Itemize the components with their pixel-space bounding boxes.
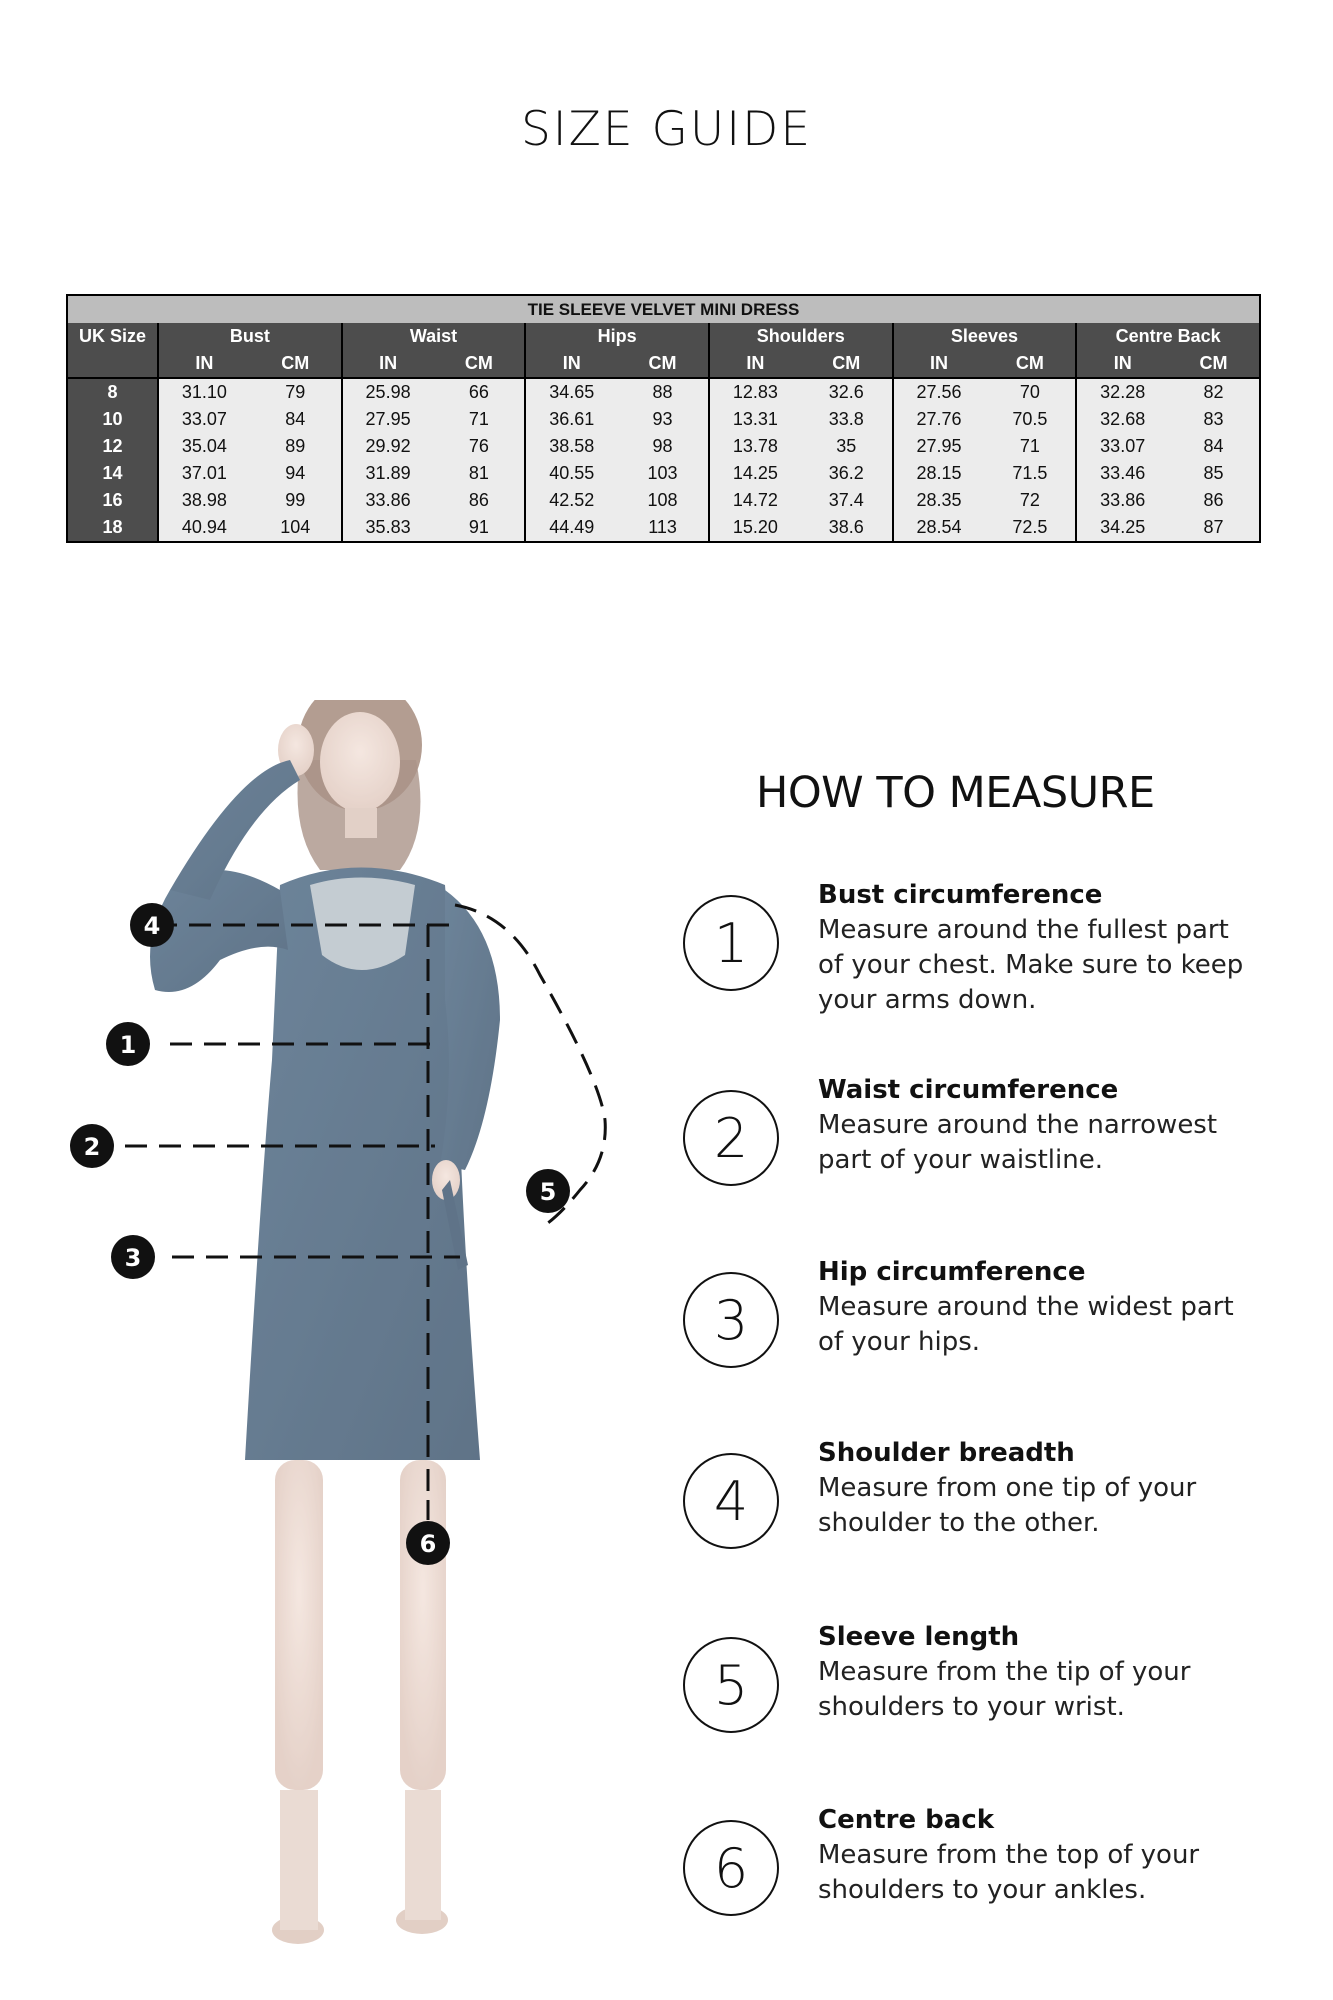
- unit-header: IN: [158, 350, 250, 378]
- unit-header: IN: [525, 350, 617, 378]
- measurement-cell: 33.46: [1076, 460, 1168, 487]
- measurement-cell: 32.68: [1076, 406, 1168, 433]
- unit-header: IN: [709, 350, 801, 378]
- size-table: [66, 294, 1261, 543]
- measurement-cell: 28.35: [893, 487, 985, 514]
- unit-header: IN: [342, 350, 434, 378]
- measurement-cell: 86: [433, 487, 525, 514]
- step-title: Sleeve length: [818, 1622, 1020, 1652]
- unit-header: CM: [801, 350, 893, 378]
- measurement-cell: 36.61: [525, 406, 617, 433]
- measurement-cell: 66: [433, 378, 525, 406]
- measurement-cell: 82: [1168, 378, 1260, 406]
- size-cell: 14: [67, 460, 158, 487]
- unit-header: CM: [250, 350, 342, 378]
- measurement-cell: 33.86: [1076, 487, 1168, 514]
- measurement-cell: 40.55: [525, 460, 617, 487]
- measurement-cell: 28.15: [893, 460, 985, 487]
- unit-header: CM: [433, 350, 525, 378]
- measurement-cell: 91: [433, 514, 525, 542]
- measurement-cell: 13.78: [709, 433, 801, 460]
- measurement-cell: 85: [1168, 460, 1260, 487]
- marker-4: [130, 903, 174, 947]
- step-number-circle: 6: [683, 1820, 779, 1916]
- measurement-cell: 28.54: [893, 514, 985, 542]
- measurement-cell: 37.4: [801, 487, 893, 514]
- measurement-cell: 71: [984, 433, 1076, 460]
- measurement-cell: 27.95: [342, 406, 434, 433]
- size-cell: 8: [67, 378, 158, 406]
- marker-1: [106, 1022, 150, 1066]
- measurement-cell: 72: [984, 487, 1076, 514]
- measurement-cell: 15.20: [709, 514, 801, 542]
- measure-step-centre-back: [683, 1805, 1283, 1940]
- measurement-cell: 71: [433, 406, 525, 433]
- unit-header: IN: [893, 350, 985, 378]
- size-header: UK Size: [67, 323, 158, 350]
- unit-header: CM: [984, 350, 1076, 378]
- measurement-cell: 70: [984, 378, 1076, 406]
- table-row: [67, 378, 1260, 406]
- table-row: [67, 406, 1260, 433]
- measurement-cell: 31.89: [342, 460, 434, 487]
- measurement-cell: 34.65: [525, 378, 617, 406]
- measurement-cell: 76: [433, 433, 525, 460]
- measurement-cell: 38.6: [801, 514, 893, 542]
- unit-header: IN: [1076, 350, 1168, 378]
- measurement-cell: 89: [250, 433, 342, 460]
- step-description: Measure around the widest part of your hips.: [818, 1292, 1234, 1357]
- measurement-cell: 108: [617, 487, 709, 514]
- step-number-circle: 3: [683, 1272, 779, 1368]
- table-row: [67, 514, 1260, 542]
- how-to-measure-heading: HOW TO MEASURE: [756, 768, 1155, 818]
- step-title: Hip circumference: [818, 1257, 1086, 1287]
- group-header: Hips: [525, 323, 709, 350]
- size-cell: 12: [67, 433, 158, 460]
- marker-3: [111, 1235, 155, 1279]
- size-cell: 10: [67, 406, 158, 433]
- measurement-cell: 87: [1168, 514, 1260, 542]
- step-number-circle: 1: [683, 895, 779, 991]
- measurement-cell: 31.10: [158, 378, 250, 406]
- marker-5: [526, 1169, 570, 1213]
- measurement-cell: 27.56: [893, 378, 985, 406]
- marker-label: 1: [119, 1031, 137, 1059]
- marker-label: 2: [83, 1133, 101, 1161]
- step-number-circle: 2: [683, 1090, 779, 1186]
- step-title: Waist circumference: [818, 1075, 1119, 1105]
- measurement-cell: 86: [1168, 487, 1260, 514]
- marker-label: 5: [539, 1178, 557, 1206]
- measurement-cell: 113: [617, 514, 709, 542]
- page-title: SIZE GUIDE: [520, 102, 813, 157]
- marker-6: [406, 1521, 450, 1565]
- measurement-cell: 84: [1168, 433, 1260, 460]
- measurement-cell: 35.04: [158, 433, 250, 460]
- measurement-cell: 40.94: [158, 514, 250, 542]
- measurement-cell: 33.07: [158, 406, 250, 433]
- group-header: Shoulders: [709, 323, 893, 350]
- step-description: Measure from the top of your shoulders to your ankles.: [818, 1840, 1200, 1905]
- measurement-cell: 12.83: [709, 378, 801, 406]
- measurement-cell: 32.6: [801, 378, 893, 406]
- measurement-cell: 33.86: [342, 487, 434, 514]
- measurement-cell: 88: [617, 378, 709, 406]
- measure-step-bust: [683, 880, 1283, 1015]
- measurement-cell: 33.8: [801, 406, 893, 433]
- step-description: Measure from the tip of your shoulders to your wrist.: [818, 1657, 1191, 1722]
- measurement-cell: 33.07: [1076, 433, 1168, 460]
- measurement-cell: 14.72: [709, 487, 801, 514]
- measurement-cell: 83: [1168, 406, 1260, 433]
- measure-step-shoulders: [683, 1438, 1283, 1573]
- measurement-cell: 81: [433, 460, 525, 487]
- table-row: [67, 433, 1260, 460]
- measurement-cell: 72.5: [984, 514, 1076, 542]
- table-row: [67, 487, 1260, 514]
- step-description: Measure around the narrowest part of your waistline.: [818, 1110, 1218, 1175]
- step-title: Centre back: [818, 1805, 995, 1835]
- measurement-cell: 34.25: [1076, 514, 1168, 542]
- measurement-cell: 99: [250, 487, 342, 514]
- table-product-title: TIE SLEEVE VELVET MINI DRESS: [67, 295, 1260, 323]
- step-description: Measure around the fullest part of your chest. Make sure to keep your arms down.: [818, 915, 1244, 1015]
- measurement-cell: 36.2: [801, 460, 893, 487]
- measure-step-hips: [683, 1257, 1283, 1392]
- measurement-cell: 35.83: [342, 514, 434, 542]
- measurement-cell: 38.58: [525, 433, 617, 460]
- measure-step-sleeves: [683, 1622, 1283, 1757]
- unit-header: CM: [617, 350, 709, 378]
- marker-label: 6: [419, 1530, 437, 1558]
- measurement-cell: 35: [801, 433, 893, 460]
- unit-header: CM: [1168, 350, 1260, 378]
- group-header: Bust: [158, 323, 342, 350]
- measurement-cell: 37.01: [158, 460, 250, 487]
- step-number-circle: 5: [683, 1637, 779, 1733]
- measurement-cell: 70.5: [984, 406, 1076, 433]
- measurement-cell: 103: [617, 460, 709, 487]
- marker-label: 3: [124, 1244, 142, 1272]
- model-illustration: [60, 700, 660, 1990]
- measure-step-waist: [683, 1075, 1283, 1210]
- measurement-cell: 14.25: [709, 460, 801, 487]
- step-title: Shoulder breadth: [818, 1438, 1075, 1468]
- size-cell: 16: [67, 487, 158, 514]
- unit-header-blank: [67, 350, 158, 378]
- step-number-circle: 4: [683, 1453, 779, 1549]
- group-header: Waist: [342, 323, 526, 350]
- measurement-cell: 38.98: [158, 487, 250, 514]
- size-cell: 18: [67, 514, 158, 542]
- step-description: Measure from one tip of your shoulder to the other.: [818, 1473, 1197, 1538]
- measurement-cell: 98: [617, 433, 709, 460]
- group-header: Sleeves: [893, 323, 1077, 350]
- measurement-cell: 13.31: [709, 406, 801, 433]
- table-row: [67, 460, 1260, 487]
- measurement-cell: 44.49: [525, 514, 617, 542]
- group-header: Centre Back: [1076, 323, 1260, 350]
- measurement-cell: 27.76: [893, 406, 985, 433]
- measurement-cell: 32.28: [1076, 378, 1168, 406]
- measurement-cell: 104: [250, 514, 342, 542]
- measurement-cell: 71.5: [984, 460, 1076, 487]
- measurement-cell: 25.98: [342, 378, 434, 406]
- measurement-cell: 27.95: [893, 433, 985, 460]
- measurement-cell: 84: [250, 406, 342, 433]
- measurement-cell: 79: [250, 378, 342, 406]
- step-title: Bust circumference: [818, 880, 1103, 910]
- marker-label: 4: [143, 912, 161, 940]
- measurement-cell: 42.52: [525, 487, 617, 514]
- measurement-cell: 93: [617, 406, 709, 433]
- model-figure: [60, 700, 660, 1990]
- measurement-cell: 94: [250, 460, 342, 487]
- marker-2: [70, 1124, 114, 1168]
- measurement-cell: 29.92: [342, 433, 434, 460]
